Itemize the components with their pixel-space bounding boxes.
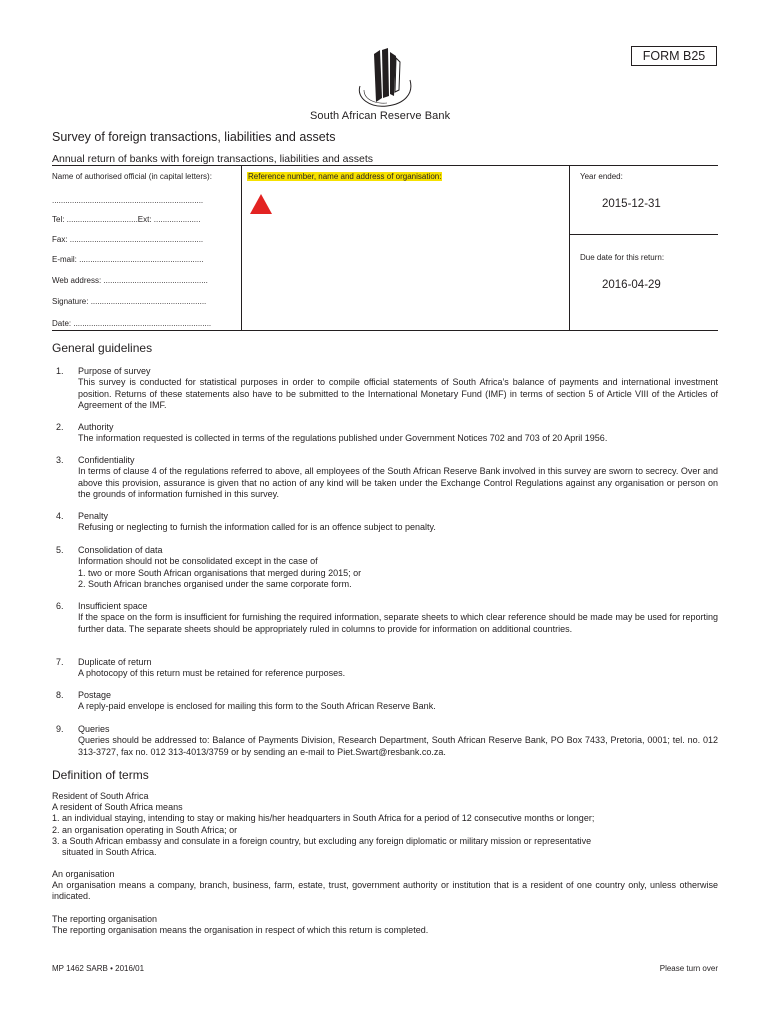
web-address-field[interactable]: Web address: ...............................................	[52, 276, 208, 285]
guideline-text: Refusing or neglecting to furnish the information called for is an offence subject to penalty.	[78, 522, 436, 533]
guideline-heading: Duplicate of return	[78, 657, 152, 667]
definition-line: 2. an organisation operating in South Africa; or	[52, 824, 238, 835]
survey-title: Survey of foreign transactions, liabilities and assets	[52, 130, 336, 144]
fax-field[interactable]: Fax: ............................................................	[52, 235, 204, 244]
definition-heading: Resident of South Africa	[52, 791, 149, 801]
due-date-label: Due date for this return:	[580, 253, 665, 262]
definition-text: The reporting organisation means the organisation in respect of which this return is completed.	[52, 925, 429, 936]
definition-heading: The reporting organisation	[52, 914, 158, 924]
guideline-text: Information should not be consolidated except in the case of	[78, 556, 318, 567]
guideline-text: The information requested is collected in terms of the regulations published under Government Notices 702 and 703 of 20 April 1956.	[78, 433, 608, 444]
guideline-subitem: 1. two or more South African organisations that merged during 2015; or	[78, 567, 362, 578]
guideline-heading: Postage	[78, 690, 112, 700]
bank-name: South African Reserve Bank	[310, 110, 451, 122]
warning-triangle-icon	[249, 193, 273, 215]
footer-form-code: MP 1462 SARB • 2016/01	[52, 964, 145, 973]
name-label: Name of authorised official (in capital letters):	[52, 172, 212, 181]
dates-column	[570, 166, 718, 330]
survey-subtitle: Annual return of banks with foreign transactions, liabilities and assets	[52, 153, 374, 165]
guideline-number: 3.	[56, 455, 64, 465]
definition-intro: A resident of South Africa means	[52, 802, 183, 813]
guideline-text: In terms of clause 4 of the regulations referred to above, all employees of the South African Reserve Bank involved in this survey are sworn to secrecy. Over and above this provision, assurance is given that no action of any kind will be taken under the Exchange Control Regulations against any organisation or person on the grounds of information furnished in this survey.	[78, 466, 718, 500]
guideline-heading: Consolidation of data	[78, 545, 163, 555]
contact-details-column	[52, 166, 242, 330]
guideline-text: This survey is conducted for statistical purposes in order to compile official statements of South Africa’s balance of payments and international investment position. Returns of these statements also have to be submitted to the International Monetary Fund (IMF) in terms of section 5 of Article VIII of the Articles of Agreement of the IMF.	[78, 377, 718, 411]
respondent-info-box	[52, 165, 718, 331]
guideline-text: A photocopy of this return must be retained for reference purposes.	[78, 668, 346, 679]
guideline-number: 9.	[56, 724, 64, 734]
guideline-number: 2.	[56, 422, 64, 432]
guidelines-title: General guidelines	[52, 341, 153, 355]
sarb-logo	[352, 46, 422, 108]
reference-label: Reference number, name and address of organisation:	[248, 172, 442, 181]
guideline-text: A reply-paid envelope is enclosed for mailing this form to the South African Reserve Bank.	[78, 701, 436, 712]
guideline-number: 7.	[56, 657, 64, 667]
definition-line: 1. an individual staying, intending to stay or making his/her headquarters in South Africa for a period of 12 consecutive months or longer;	[52, 813, 595, 824]
guideline-heading: Insufficient space	[78, 601, 148, 611]
definition-resident	[52, 791, 718, 858]
guideline-subitem: 2. South African branches organised under the same corporate form.	[78, 579, 352, 590]
email-field[interactable]: E-mail: ........................................................	[52, 255, 204, 264]
definition-line: situated in South Africa.	[62, 847, 157, 858]
year-ended-label: Year ended:	[580, 172, 623, 181]
date-field[interactable]: Date: ..............................................................	[52, 319, 212, 328]
form-number-badge: FORM B25	[631, 46, 717, 66]
definition-reporting	[52, 914, 718, 936]
reference-column	[242, 166, 570, 330]
guideline-text: Queries should be addressed to: Balance of Payments Division, Research Department, South African Reserve Bank, PO Box 7433, Pretoria, 0001; tel. no. 012 313-3727, fax no. 012 313-4013/3759 or by sending an e-mail to Piet.Swart@resbank.co.za.	[78, 735, 718, 757]
guideline-heading: Queries	[78, 724, 110, 734]
guideline-number: 6.	[56, 601, 64, 611]
definition-text: An organisation means a company, branch, business, farm, estate, trust, government authority or institution that is a resident of one country only, unless otherwise indicated.	[52, 880, 718, 902]
definition-heading: An organisation	[52, 869, 115, 879]
right-divider	[570, 234, 718, 235]
footer-turn-over: Please turn over	[659, 964, 718, 973]
year-ended-value: 2015-12-31	[602, 198, 661, 210]
guideline-number: 4.	[56, 511, 64, 521]
name-field[interactable]: ....................................................................	[52, 196, 204, 205]
tel-field[interactable]: Tel: ................................Ext: .....................	[52, 215, 201, 224]
guideline-heading: Penalty	[78, 511, 109, 521]
guideline-heading: Purpose of survey	[78, 366, 151, 376]
guideline-number: 5.	[56, 545, 64, 555]
signature-field[interactable]: Signature: ....................................................	[52, 297, 207, 306]
guideline-text: If the space on the form is insufficient for furnishing the required information, separate sheets to which clear reference should be made may be used for reporting further data. The separate sheets should be appropriately ruled in columns to provide for information on additional countries.	[78, 612, 718, 634]
guideline-number: 8.	[56, 690, 64, 700]
definition-organisation	[52, 869, 718, 903]
due-date-value: 2016-04-29	[602, 279, 661, 291]
definition-line: 3. a South African embassy and consulate in a foreign country, but excluding any foreign diplomatic or military mission or representative	[52, 835, 592, 846]
guideline-heading: Authority	[78, 422, 114, 432]
guideline-number: 1.	[56, 366, 64, 376]
definitions-title: Definition of terms	[52, 768, 149, 782]
guideline-heading: Confidentiality	[78, 455, 135, 465]
